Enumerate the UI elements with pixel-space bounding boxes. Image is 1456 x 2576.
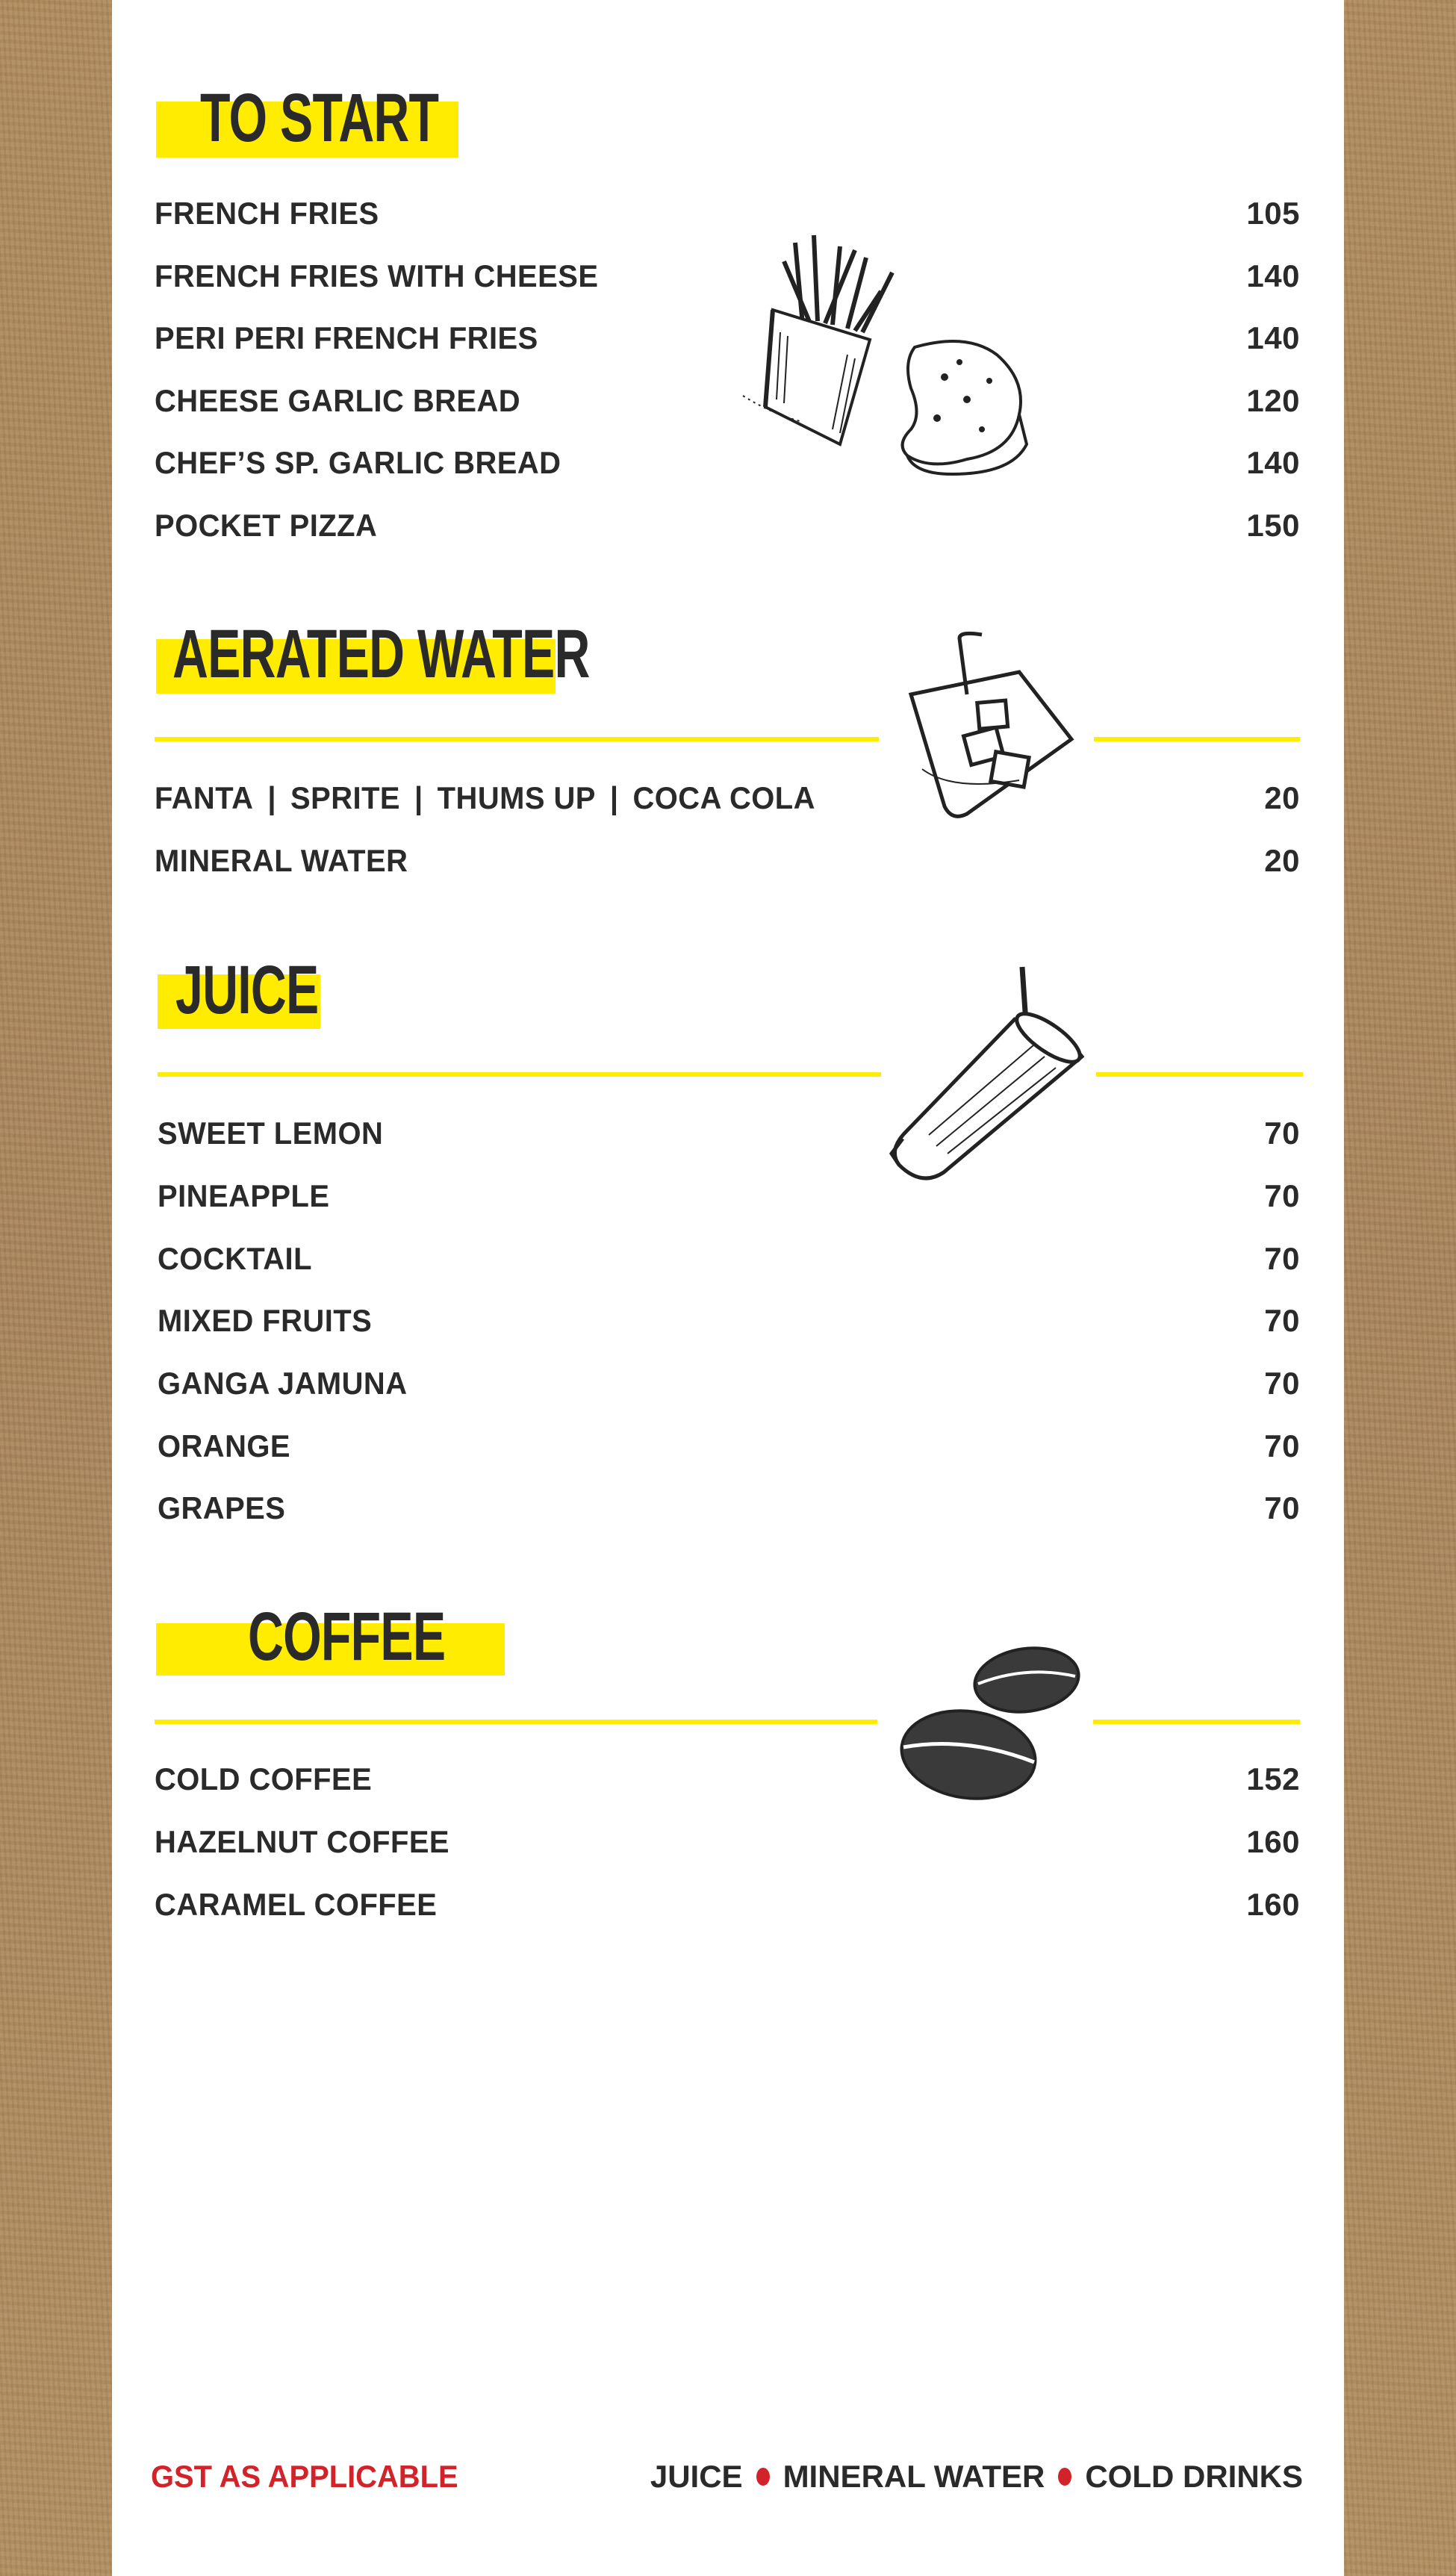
item-price: 70: [1264, 1303, 1300, 1338]
menu-item: [155, 444, 1300, 482]
item-price: 140: [1246, 320, 1300, 355]
bullet-dot-icon: [756, 2468, 770, 2486]
item-name: PERI PERI FRENCH FRIES: [155, 320, 538, 355]
item-name: CHEESE GARLIC BREAD: [155, 383, 521, 418]
item-name: SPRITE: [290, 780, 401, 815]
footer-tag: COLD DRINKS: [1085, 2459, 1303, 2494]
item-price: 70: [1264, 1428, 1300, 1463]
item-price: 20: [1264, 843, 1300, 878]
menu-item: [155, 382, 1300, 420]
item-price: 105: [1246, 196, 1300, 231]
menu-item: [158, 1490, 1300, 1527]
item-price: 70: [1264, 1366, 1300, 1401]
section-divider: [1094, 737, 1300, 741]
section-divider: [1096, 1072, 1303, 1077]
menu-item: [158, 1302, 1300, 1340]
section-title-juice: JUICE: [175, 952, 319, 1028]
item-name: ORANGE: [158, 1428, 290, 1463]
gst-note: GST AS APPLICABLE: [151, 2459, 458, 2494]
juice-glass-illustration: [884, 963, 1086, 1187]
item-price: 160: [1246, 1824, 1300, 1859]
item-price: 150: [1246, 508, 1300, 543]
item-name: CHEF’S SP. GARLIC BREAD: [155, 445, 561, 480]
separator: |: [267, 780, 277, 815]
menu-item: [155, 195, 1300, 232]
item-name: GANGA JAMUNA: [158, 1366, 408, 1401]
item-name: COCKTAIL: [158, 1241, 312, 1276]
item-name-group: [155, 780, 815, 816]
item-name: FRENCH FRIES WITH CHEESE: [155, 258, 599, 293]
footer-tags: [650, 2458, 1303, 2495]
item-name: POCKET PIZZA: [155, 508, 378, 543]
menu-item: [155, 1761, 1300, 1798]
section-divider: [155, 737, 879, 741]
item-price: 70: [1264, 1490, 1300, 1525]
footer-tag: JUICE: [650, 2459, 743, 2494]
menu-item: [155, 780, 1300, 817]
item-price: 70: [1264, 1178, 1300, 1213]
item-name: COLD COFFEE: [155, 1761, 373, 1796]
bullet-dot-icon: [1058, 2468, 1071, 2486]
section-title-coffee: COFFEE: [248, 1599, 446, 1675]
item-name: HAZELNUT COFFEE: [155, 1824, 450, 1859]
section-title-aerated-water: AERATED WATER: [172, 616, 590, 692]
item-price: 70: [1264, 1116, 1300, 1151]
item-price: 70: [1264, 1241, 1300, 1276]
item-name: COCA COLA: [632, 780, 815, 815]
separator: |: [414, 780, 423, 815]
menu-item: [158, 1240, 1300, 1278]
item-name: GRAPES: [158, 1490, 286, 1525]
item-name: MIXED FRUITS: [158, 1303, 373, 1338]
separator: |: [609, 780, 619, 815]
item-name: SWEET LEMON: [158, 1116, 384, 1151]
menu-item: [158, 1177, 1300, 1215]
menu-item: [158, 1428, 1300, 1465]
menu-item: [155, 507, 1300, 544]
item-price: 160: [1246, 1887, 1300, 1922]
section-divider: [155, 1720, 877, 1724]
item-name: MINERAL WATER: [155, 843, 408, 878]
menu-item: [155, 1823, 1300, 1861]
section-title-to-start: TO START: [200, 80, 439, 156]
item-name: THUMS UP: [437, 780, 596, 815]
item-name: FRENCH FRIES: [155, 196, 379, 231]
item-price: 140: [1246, 445, 1300, 480]
menu-item: [155, 320, 1300, 357]
fries-and-bread-illustration: [743, 228, 1094, 508]
menu-item: [155, 258, 1300, 295]
item-name: CARAMEL COFFEE: [155, 1887, 438, 1922]
item-price: 20: [1264, 780, 1300, 815]
menu-item: [155, 1886, 1300, 1923]
section-divider: [158, 1072, 881, 1077]
footer-tag: MINERAL WATER: [783, 2459, 1045, 2494]
menu-item: [158, 1115, 1300, 1152]
section-divider: [1093, 1720, 1300, 1724]
item-name: FANTA: [155, 780, 254, 815]
item-name: PINEAPPLE: [158, 1178, 330, 1213]
menu-item: [158, 1365, 1300, 1402]
menu-item: [155, 842, 1300, 880]
item-price: 120: [1246, 383, 1300, 418]
item-price: 152: [1246, 1761, 1300, 1796]
item-price: 140: [1246, 258, 1300, 293]
